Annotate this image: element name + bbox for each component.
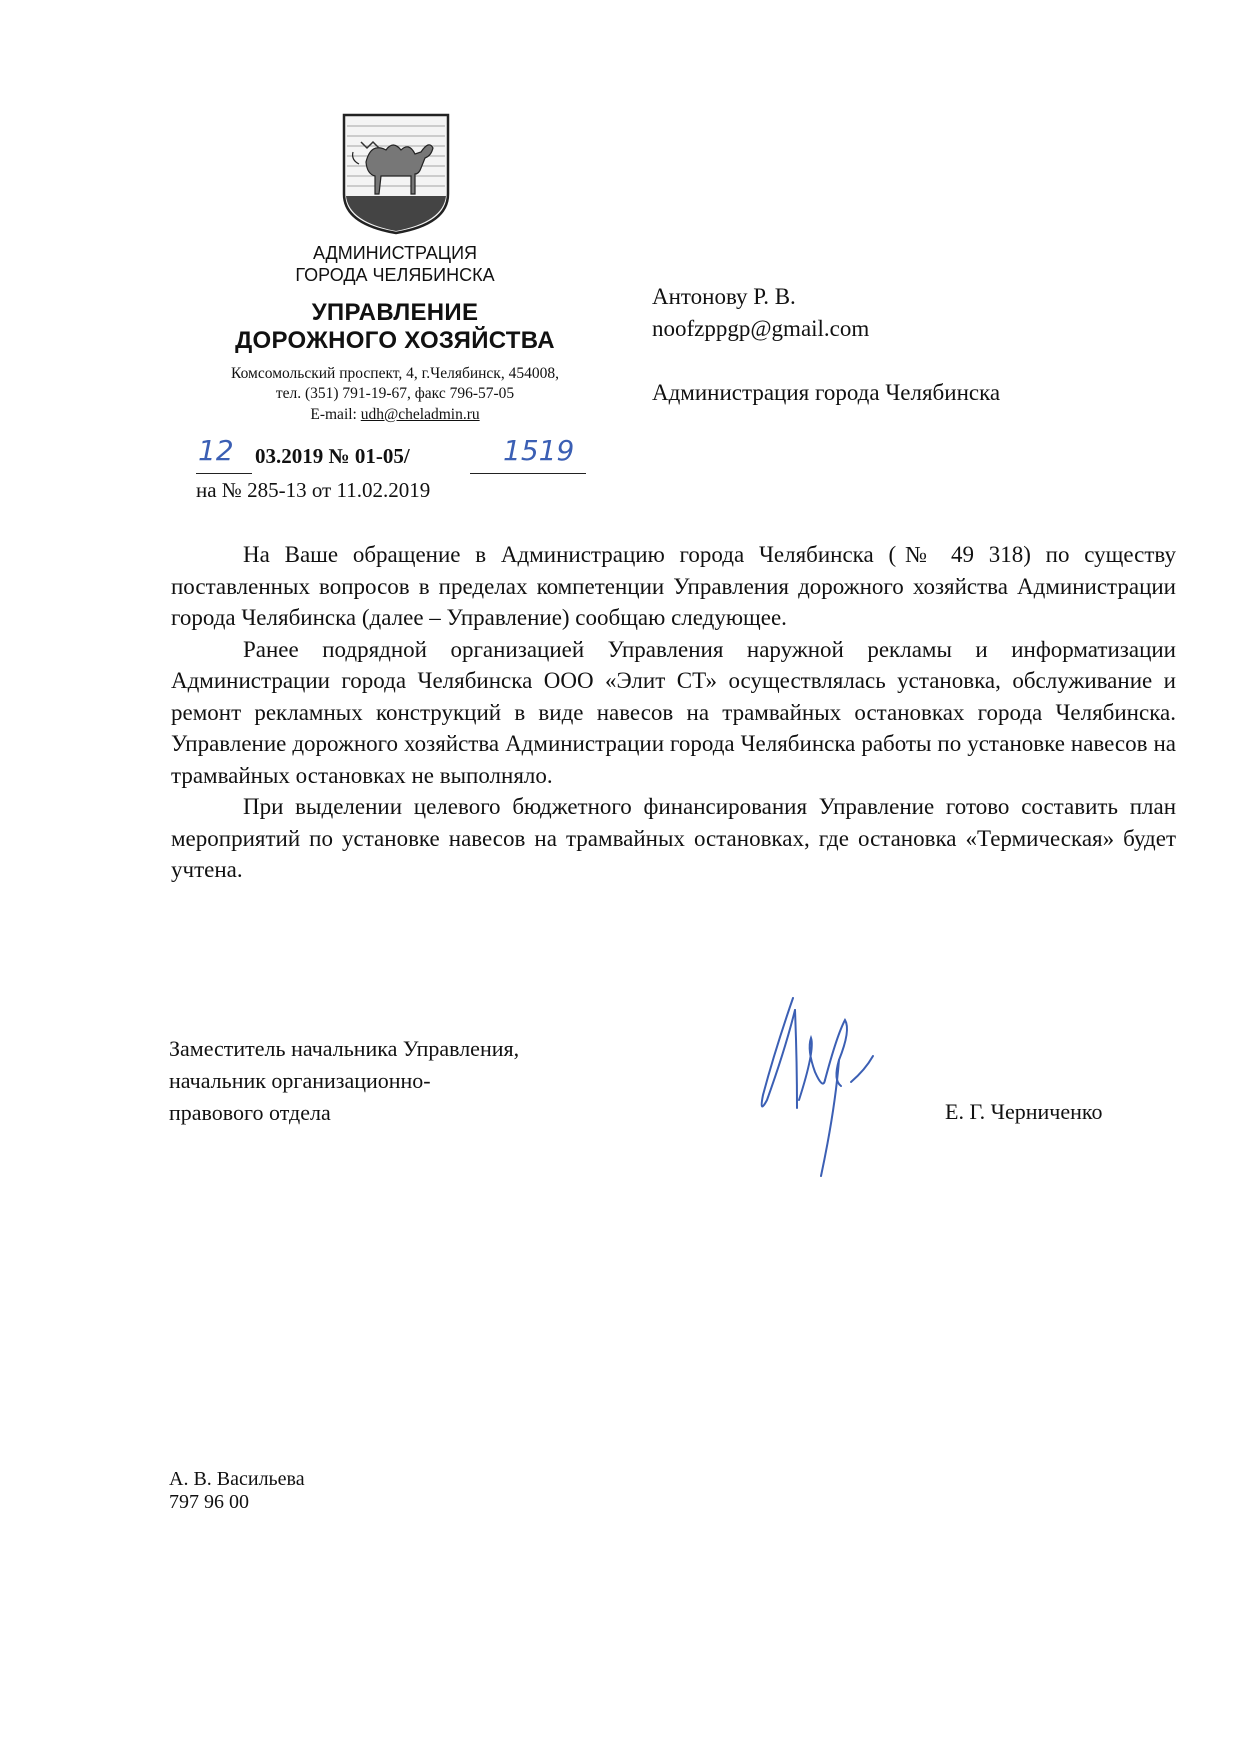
position-line2: начальник организационно- (169, 1068, 431, 1093)
letter-body (171, 539, 1176, 886)
body-paragraph-1: На Ваше обращение в Администрацию города Челябинска (№ 49 318) по существу поставленных вопросов в пределах компетенции Управления дорожного хозяйства Администрации города Челябинска (далее – Управление) сообщаю следующее. (171, 542, 1176, 630)
addressee-email: noofzppgp@gmail.com (652, 316, 870, 341)
reg-day-underline (196, 473, 252, 474)
reg-reference: на № 285-13 от 11.02.2019 (196, 478, 431, 502)
letterhead-dept-line2: ДОРОЖНОГО ХОЗЯЙСТВА (235, 327, 555, 354)
email-label: E-mail: (310, 406, 361, 423)
letterhead-dept-line1: УПРАВЛЕНИЕ (311, 299, 479, 326)
addressee-via: Администрация города Челябинска (652, 380, 1001, 405)
letterhead-phones: тел. (351) 791-19-67, факс 796-57-05 (275, 385, 515, 402)
email-link[interactable]: udh@cheladmin.ru (360, 406, 480, 423)
signatory-position (169, 1033, 519, 1129)
handwritten-number: 1519 (503, 434, 575, 467)
executor-phone: 797 96 00 (169, 1491, 249, 1513)
position-line3: правового отдела (169, 1100, 331, 1125)
reg-number-underline (470, 473, 586, 474)
letterhead-email (170, 406, 620, 424)
letterhead-address: Комсомольский проспект, 4, г.Челябинск, 454008, (231, 365, 559, 382)
coat-of-arms-emblem (341, 112, 451, 236)
letterhead-admin-line1: АДМИНИСТРАЦИЯ (312, 243, 478, 263)
body-paragraph-2: Ранее подрядной организацией Управления наружной рекламы и информатизации Администрации города Челябинска ООО «Элит СТ» осуществлялась установка, обслуживание и ремонт рекламных конструкций в виде навесов на трамвайных остановках города Челябинска. Управление дорожного хозяйства Администрации города Челябинска работы по установке навесов на трамвайных остановках не выполняло. (171, 636, 1176, 788)
executor-block (169, 1468, 305, 1514)
signer-name: Е. Г. Черниченко (945, 1099, 1103, 1124)
handwritten-signature (755, 990, 885, 1180)
position-line1: Заместитель начальника Управления, (169, 1036, 520, 1061)
handwritten-day: 12 (198, 434, 234, 467)
executor-name: А. В. Васильева (169, 1468, 305, 1490)
reg-date-number: 03.2019 № 01-05/ (255, 444, 410, 468)
addressee-name: Антонову Р. В. (652, 284, 796, 309)
letterhead-admin-line2: ГОРОДА ЧЕЛЯБИНСКА (295, 265, 495, 285)
body-paragraph-3: При выделении целевого бюджетного финансирования Управление готово составить план мероприятий по установке навесов на трамвайных остановках, где остановка «Термическая» будет учтена. (171, 794, 1176, 882)
